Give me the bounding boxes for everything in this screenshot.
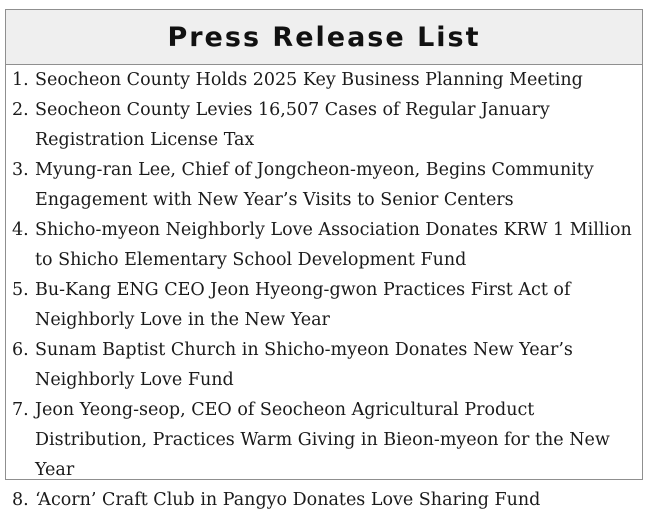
item-number: 3. bbox=[12, 160, 29, 180]
item-number: 1. bbox=[12, 70, 29, 90]
list-item bbox=[12, 65, 642, 95]
table-header bbox=[6, 10, 642, 65]
item-number: 7. bbox=[12, 400, 29, 420]
press-release-list bbox=[6, 65, 642, 515]
item-title: Shicho-myeon Neighborly Love Association Donates KRW 1 Million to Shicho Elementary School Development Fund bbox=[35, 220, 632, 270]
item-number: 2. bbox=[12, 100, 29, 120]
item-title: Bu-Kang ENG CEO Jeon Hyeong-gwon Practices First Act of Neighborly Love in the New Year bbox=[35, 280, 571, 330]
list-item bbox=[12, 395, 642, 485]
item-title: Sunam Baptist Church in Shicho-myeon Donates New Year’s Neighborly Love Fund bbox=[35, 340, 573, 390]
item-title: ‘Acorn’ Craft Club in Pangyo Donates Love Sharing Fund bbox=[35, 490, 541, 510]
list-item bbox=[12, 335, 642, 395]
item-title: Myung-ran Lee, Chief of Jongcheon-myeon, Begins Community Engagement with New Year’s Visits to Senior Centers bbox=[35, 160, 594, 210]
item-number: 8. bbox=[12, 490, 29, 510]
item-title: Seocheon County Levies 16,507 Cases of Regular January Registration License Tax bbox=[35, 100, 550, 150]
list-item bbox=[12, 275, 642, 335]
item-title: Seocheon County Holds 2025 Key Business Planning Meeting bbox=[35, 70, 583, 90]
item-number: 5. bbox=[12, 280, 29, 300]
list-item bbox=[12, 215, 642, 275]
item-number: 6. bbox=[12, 340, 29, 360]
item-title: Jeon Yeong-seop, CEO of Seocheon Agricultural Product Distribution, Practices Warm Giving in Bieon-myeon for the New Year bbox=[35, 400, 610, 480]
press-release-table bbox=[5, 9, 643, 510]
list-item bbox=[12, 155, 642, 215]
page-title: Press Release List bbox=[167, 21, 481, 53]
list-item bbox=[12, 95, 642, 155]
item-number: 4. bbox=[12, 220, 29, 240]
